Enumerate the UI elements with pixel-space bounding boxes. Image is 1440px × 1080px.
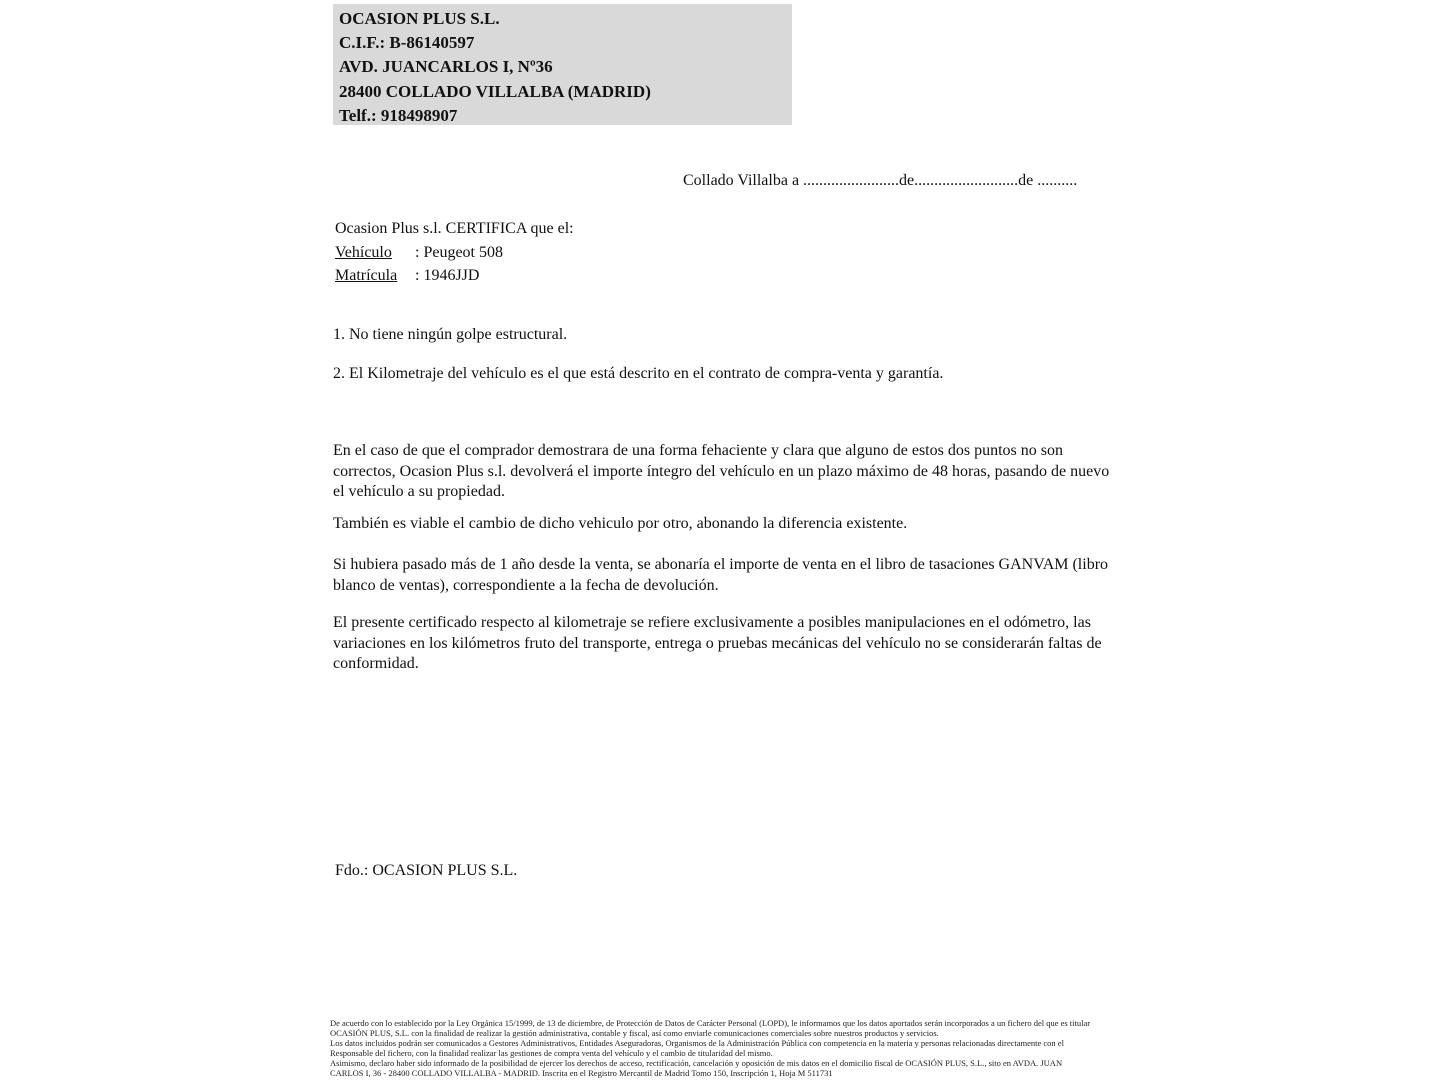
plate-value: : 1946JJD bbox=[415, 267, 480, 284]
legal-line-2: OCASIÓN PLUS, S.L. con la finalidad de realizar la gestión administrativa, contable y fiscal, así como enviarle comunicaciones comerciales sobre nuestros productos y servicios. bbox=[330, 1028, 939, 1038]
company-address: AVD. JUANCARLOS I, Nº36 bbox=[339, 57, 553, 77]
certificate-block bbox=[335, 217, 574, 288]
date-place-line: Collado Villalba a ........................de..........................de .......... bbox=[683, 172, 1078, 189]
vehicle-row bbox=[335, 241, 574, 265]
company-phone: Telf.: 918498907 bbox=[339, 105, 458, 125]
legal-line-5: Asimismo, declaro haber sido informado de la posibilidad de ejercer los derechos de acceso, rectificación, cancelación y oposición de mis datos en el domicilio fiscal de OCASIÓN PLUS, S.L., sito en AVDA. JUAN bbox=[330, 1058, 1063, 1068]
legal-fine-print bbox=[330, 1018, 1120, 1078]
plate-label: Matrícula bbox=[335, 267, 398, 284]
exchange-paragraph: También es viable el cambio de dicho vehiculo por otro, abonando la diferencia existente. bbox=[333, 515, 908, 532]
certified-point-2: 2. El Kilometraje del vehículo es el que está descrito en el contrato de compra-venta y garantía. bbox=[333, 365, 944, 382]
company-header-block bbox=[333, 4, 792, 125]
plate-row bbox=[335, 264, 574, 288]
company-city: 28400 COLLADO VILLALBA (MADRID) bbox=[339, 81, 651, 101]
refund-paragraph: En el caso de que el comprador demostrara de una forma fehaciente y clara que alguno de estos dos puntos no son correctos, Ocasion Plus s.l. devolverá el importe íntegro del vehículo en un plazo máximo de 48 horas, pasando de nuevo el vehículo a su propiedad. bbox=[333, 442, 1110, 500]
ganvam-paragraph: Si hubiera pasado más de 1 año desde la venta, se abonaría el importe de venta en el libro de tasaciones GANVAM (libro blanco de ventas), correspondiente a la fecha de devolución. bbox=[333, 556, 1109, 594]
certificate-intro: Ocasion Plus s.l. CERTIFICA que el: bbox=[335, 220, 574, 237]
vehicle-label: Vehículo bbox=[335, 243, 392, 261]
company-cif: C.I.F.: B-86140597 bbox=[339, 33, 475, 53]
odometer-paragraph: El presente certificado respecto al kilometraje se refiere exclusivamente a posibles manipulaciones en el odómetro, las variaciones en los kilómetros fruto del transporte, entrega o pruebas mecánicas del vehículo no se considerarán faltas de conformidad. bbox=[333, 614, 1102, 672]
certified-point-1: 1. No tiene ningún golpe estructural. bbox=[333, 326, 568, 343]
signature-line: Fdo.: OCASION PLUS S.L. bbox=[335, 862, 518, 879]
legal-line-3: Los datos incluidos podrán ser comunicados a Gestores Administrativos, Entidades Aseguradoras, Organismos de la Administración Pública con competencia en la materia y personas relacionadas directamente con el bbox=[330, 1038, 1064, 1048]
legal-line-6: CARLOS I, 36 - 28400 COLLADO VILLALBA - MADRID. Inscrita en el Registro Mercantil de Madrid Tomo 150, Inscripción 1, Hoja M 511731 bbox=[330, 1068, 833, 1078]
vehicle-value: : Peugeot 508 bbox=[415, 243, 503, 261]
legal-line-4: Responsable del fichero, con la finalidad realizar las gestiones de compra venta del vehículo y el cambio de titularidad del mismo. bbox=[330, 1048, 773, 1058]
legal-line-1: De acuerdo con lo establecido por la Ley Orgánica 15/1999, de 13 de diciembre, de Protección de Datos de Carácter Personal (LOPD), le informamos que los datos aportados serán incorporados a un fichero del que es titular bbox=[330, 1018, 1091, 1028]
company-name: OCASION PLUS S.L. bbox=[339, 9, 500, 28]
